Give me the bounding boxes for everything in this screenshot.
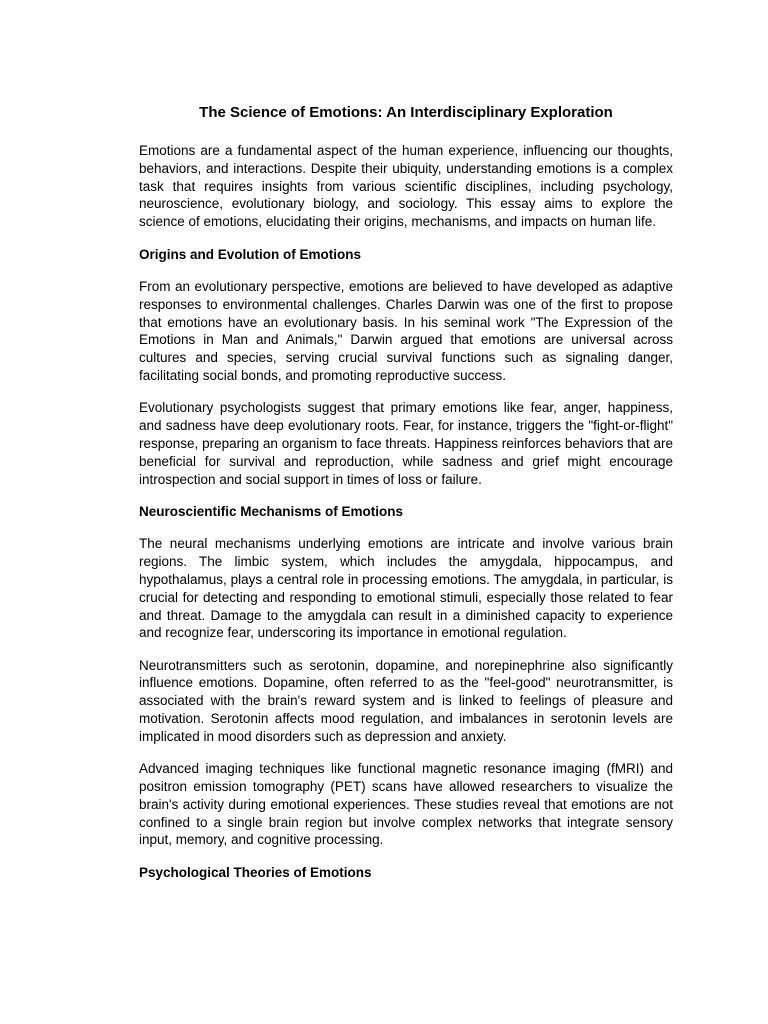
- document-title: The Science of Emotions: An Interdisciplinary Exploration: [199, 104, 613, 121]
- section-heading-psychology: Psychological Theories of Emotions: [139, 864, 372, 880]
- paragraph: Evolutionary psychologists suggest that primary emotions like fear, anger, happiness, and sadness have deep evolutionary roots. Fear, for instance, triggers the "fight-or-flight" response, preparing an organism to face threats. Happiness reinforces behaviors that are beneficial for survival and reproduction, while sadness and grief might encourage introspection and social support in times of loss or failure.: [139, 400, 673, 487]
- document-page: [139, 103, 673, 896]
- intro-paragraph: Emotions are a fundamental aspect of the human experience, influencing our thoughts, behaviors, and interactions. Despite their ubiquity, understanding emotions is a complex task that requires insights from various scientific disciplines, including psychology, neuroscience, evolutionary biology, and sociology. This essay aims to explore the science of emotions, elucidating their origins, mechanisms, and impacts on human life.: [139, 143, 673, 230]
- paragraph: From an evolutionary perspective, emotions are believed to have developed as adaptive responses to environmental challenges. Charles Darwin was one of the first to propose that emotions have an evolutionary basis. In his seminal work "The Expression of the Emotions in Man and Animals," Darwin argued that emotions are universal across cultures and species, serving crucial survival functions such as signaling danger, facilitating social bonds, and promoting reproductive success.: [139, 278, 673, 383]
- paragraph: The neural mechanisms underlying emotions are intricate and involve various brain regions. The limbic system, which includes the amygdala, hippocampus, and hypothalamus, plays a central role in processing emotions. The amygdala, in particular, is crucial for detecting and responding to emotional stimuli, especially those related to fear and threat. Damage to the amygdala can result in a diminished capacity to experience and recognize fear, underscoring its importance in emotional regulation.: [139, 536, 673, 641]
- section-heading-neuroscience: Neuroscientific Mechanisms of Emotions: [139, 503, 404, 519]
- section-heading-origins: Origins and Evolution of Emotions: [139, 246, 361, 262]
- paragraph: Advanced imaging techniques like functional magnetic resonance imaging (fMRI) and positron emission tomography (PET) scans have allowed researchers to visualize the brain's activity during emotional experiences. These studies reveal that emotions are not confined to a single brain region but involve complex networks that integrate sensory input, memory, and cognitive processing.: [139, 761, 673, 848]
- paragraph: Neurotransmitters such as serotonin, dopamine, and norepinephrine also significantly influence emotions. Dopamine, often referred to as the "feel-good" neurotransmitter, is associated with the brain's reward system and is linked to feelings of pleasure and motivation. Serotonin affects mood regulation, and imbalances in serotonin levels are implicated in mood disorders such as depression and anxiety.: [139, 657, 673, 744]
